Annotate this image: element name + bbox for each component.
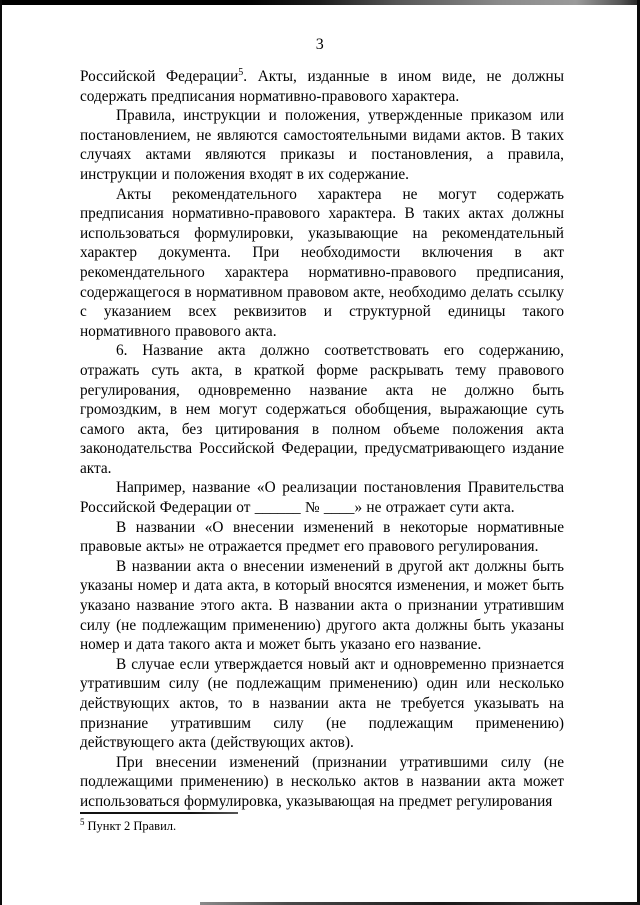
- scan-edge-left: [0, 0, 2, 905]
- paragraph-text: . Акты, изданные в ином виде, не должны содержать предписания нормативно-правового характера.: [80, 68, 564, 105]
- paragraph: Например, название «О реализации постановления Правительства Российской Федерации от ______ № ____» не отражает сути акта.: [80, 479, 564, 517]
- footnote-marker: 5: [80, 816, 85, 827]
- paragraph: 6. Название акта должно соответствовать его содержанию, отражать суть акта, в краткой форме раскрывать тему правового регулирования, одновременно название акта не должно быть громоздким, в нем могут содержаться обобщения, выражающие суть самого акта, без цитирования в полном объеме положения акта законодательства Российской Федерации, предусматривающего издание акта.: [80, 342, 564, 477]
- footnote-reference: 5: [238, 66, 244, 78]
- paragraph: В названии акта о внесении изменений в другой акт должны быть указаны номер и дата акта, в который вносятся изменения, и может быть указано название этого акта. В названии акта о признании утратившим силу (не подлежащим применению) другого акта должны быть указаны номер и дата такого акта и может быть указано его название.: [80, 557, 564, 654]
- page-number: 3: [315, 36, 325, 53]
- paragraph: В случае если утверждается новый акт и одновременно признается утратившим силу (не подлежащим применению) один или несколько действующих актов, то в названии акта не требуется указывать на признание утратившим силу (не подлежащим применению) действующего акта (действующих актов).: [80, 655, 564, 752]
- paragraph: В названии «О внесении изменений в некоторые нормативные правовые акты» не отражается предмет его правового регулирования.: [80, 518, 564, 556]
- paragraph: Правила, инструкции и положения, утвержденные приказом или постановлением, не являются самостоятельными видами актов. В таких случаях актами являются приказы и постановления, а правила, инструкции и положения входят в их содержание.: [80, 107, 564, 183]
- paragraph-continuation: [80, 67, 564, 106]
- paragraph: При внесении изменений (признании утратившими силу (не подлежащими применению) в несколько актов в названии акта может использоваться формулировка, указывающая на предмет регулирования: [80, 753, 564, 810]
- footnote-separator: [80, 812, 238, 814]
- footnote: [80, 818, 500, 834]
- document-body: [80, 67, 564, 812]
- paragraph-text: Российской Федерации: [80, 68, 239, 85]
- footnote-label: Пункт 2 Правил.: [87, 819, 177, 833]
- scan-edge-top: [0, 0, 640, 5]
- paragraph: Акты рекомендательного характера не могут содержать предписания нормативно-правового характера. В таких актах должны использоваться формулировки, указывающие на рекомендательный характер документа. При необходимости включения в акт рекомендательного характера нормативно-правового предписания, содержащегося в нормативном правовом акте, необходимо делать ссылку с указанием всех реквизитов и структурной единицы такого нормативного правового акта.: [80, 185, 564, 340]
- footnote-area: [80, 812, 500, 834]
